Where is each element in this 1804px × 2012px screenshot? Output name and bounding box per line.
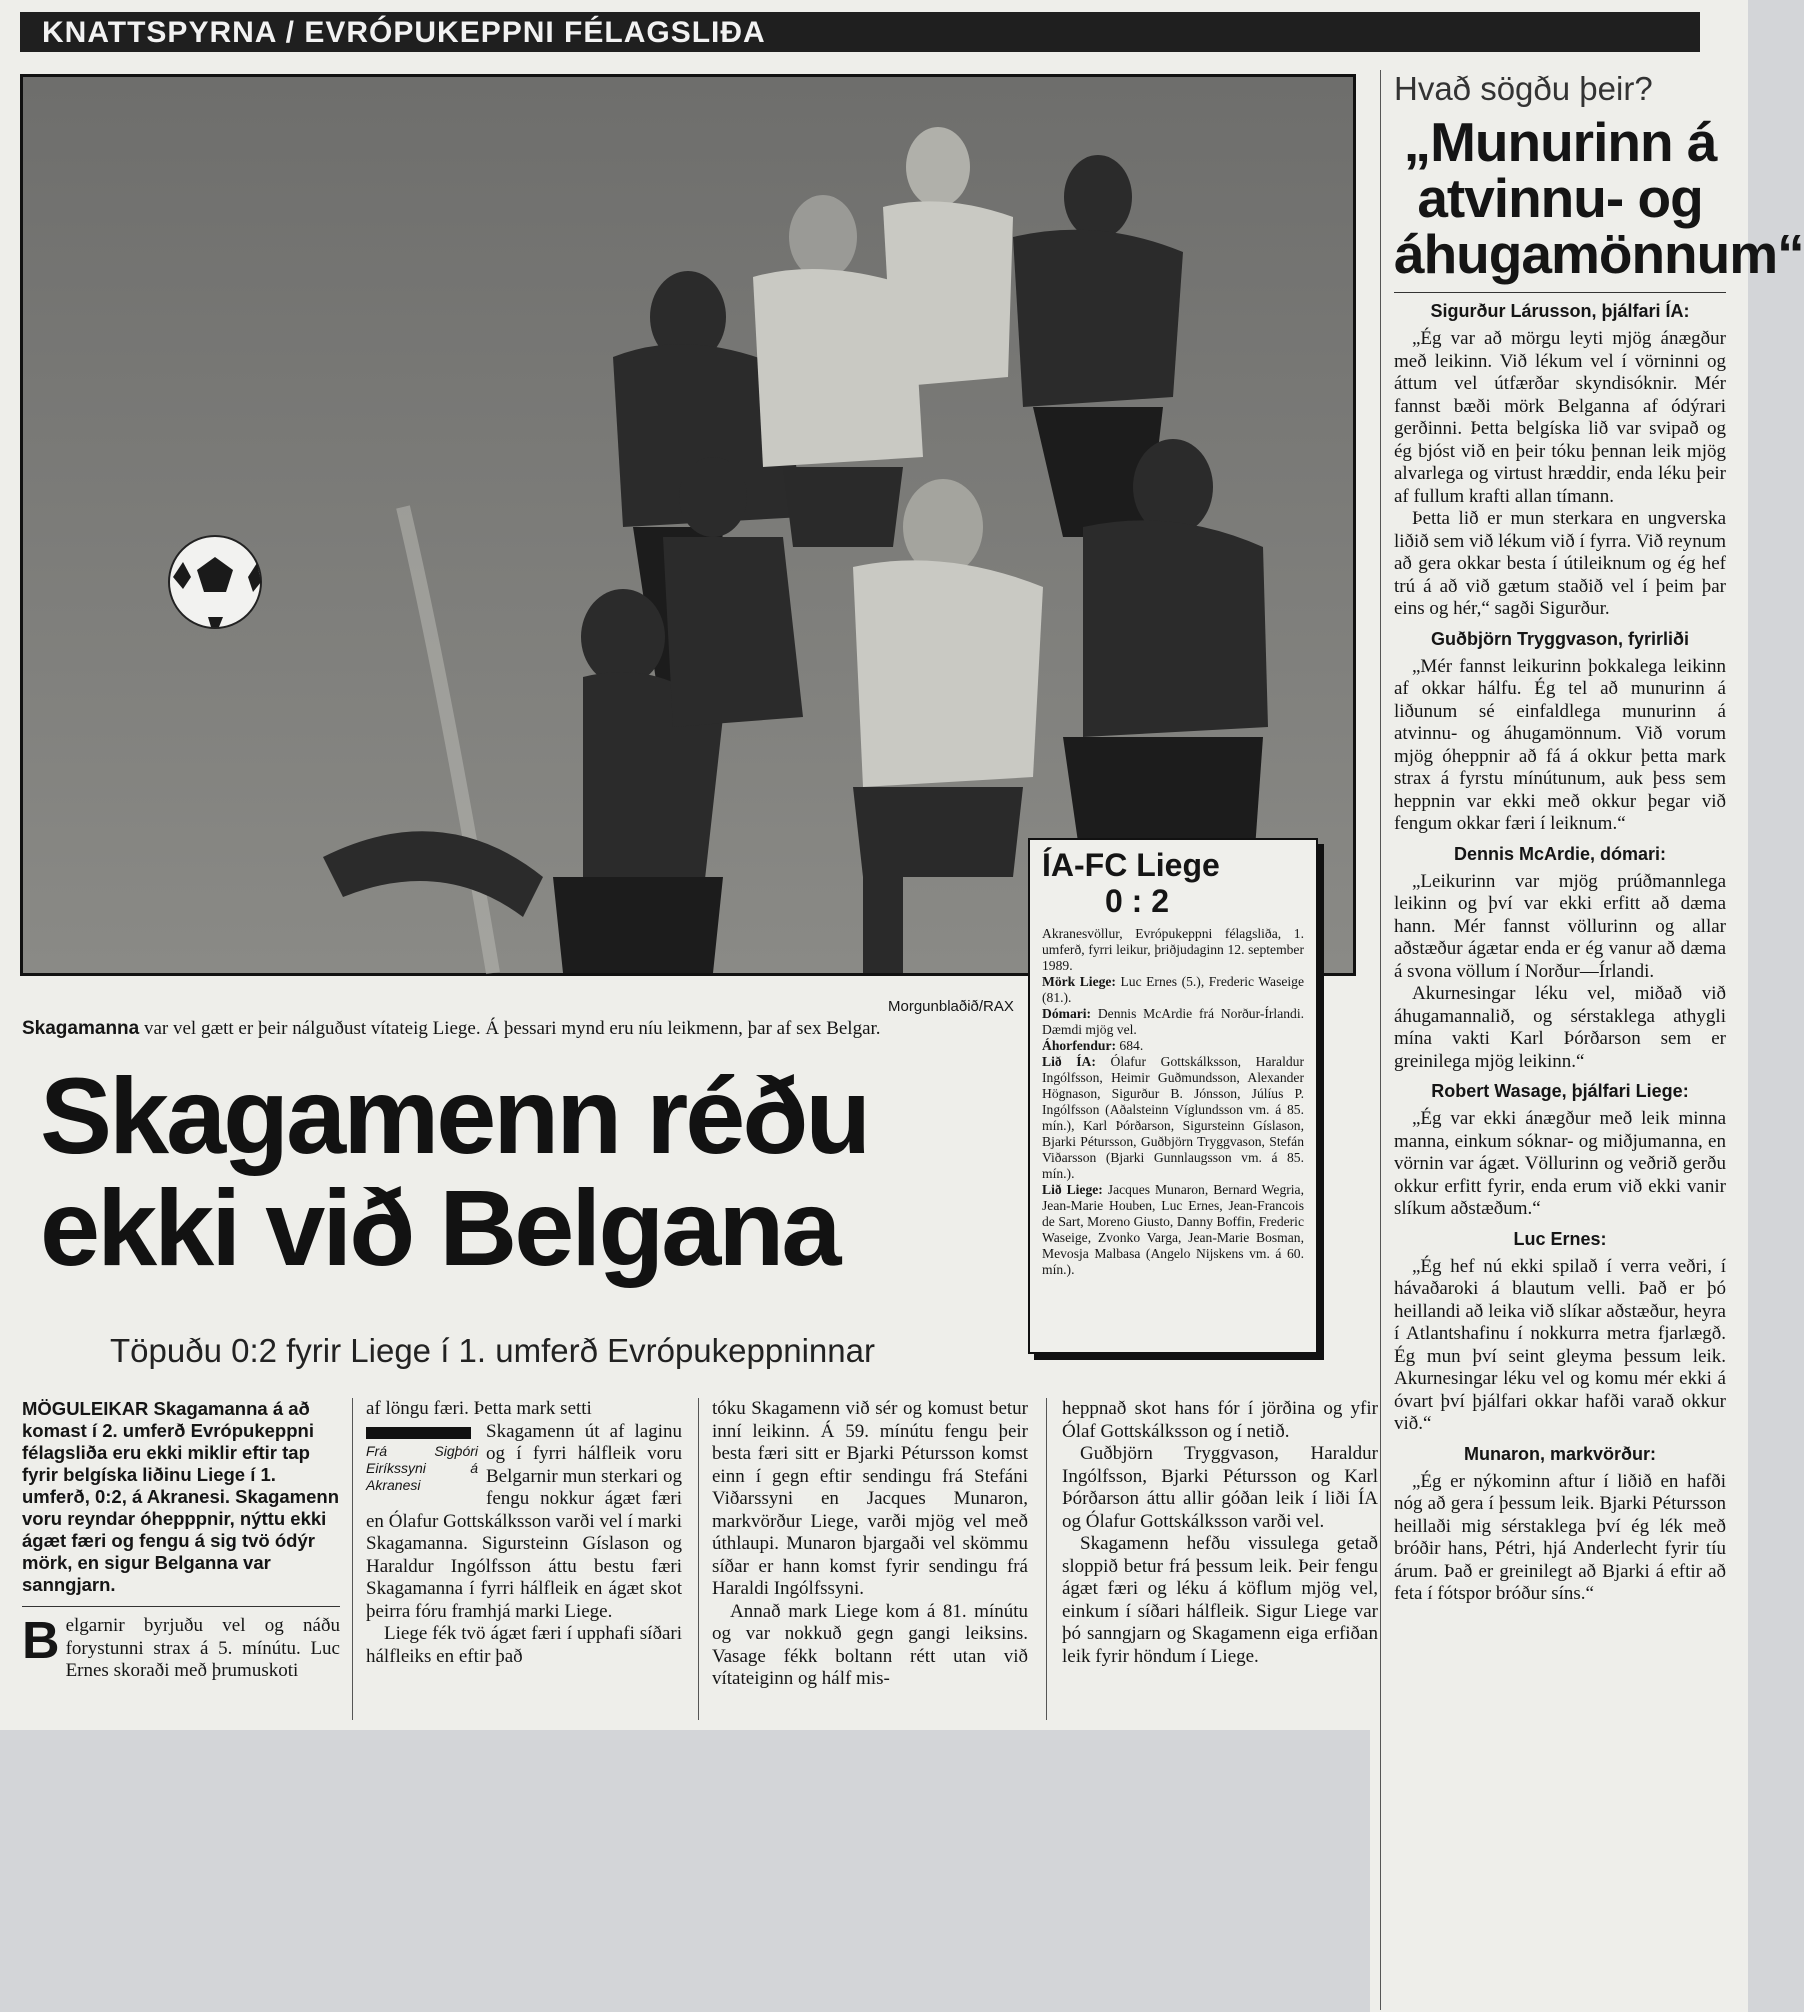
photo-caption-bold: Skagamanna — [22, 1018, 140, 1039]
article-body-3b: Annað mark Liege kom á 81. mínútu og var nokkuð gegn gangi leiksins. Vasage fékk boltann rétt utan við vítateiginn og hálf mis- — [712, 1600, 1028, 1689]
quote-text — [1394, 1256, 1726, 1436]
headline-line-2: ekki við Belgana — [40, 1167, 839, 1288]
quote-speaker: Munaron, markvörður: — [1463, 1443, 1657, 1464]
sidebar-divider — [1394, 292, 1726, 293]
sidebar-headline: „Munurinn á atvinnu- og áhugamönnum“ — [1394, 111, 1804, 285]
ia-lineup: Ólafur Gottskálksson, Haraldur Ingólfsson, Heimir Guðmundsson, Alexander Högnason, Sigurður B. Jónsson, Júlíus P. Ingólfsson (Aðalsteinn Víglundsson vm. á 85. mín.), Karl Þórðarson, Sigursteinn Gíslason, Bjarki Pétursson, Guðbjörn Tryggvason, Stefán Viðarsson (Bjarki Gunnlaugsson vm. á 85. mín.). — [1042, 1054, 1304, 1181]
attendance-label: Áhorfendur: — [1042, 1038, 1117, 1053]
goals: Luc Ernes (5.), Frederic Waseige (81.). — [1042, 974, 1304, 1005]
byline-block — [366, 1421, 478, 1494]
match-title: ÍA-FC Liege — [1042, 847, 1220, 883]
article-body-2b: Skagamenn út af laginu og í fyrri hálfleik voru Belgarnir mun sterkari og fengu nokkur ágæt færi en Ólafur Gottskálksson varði vel í marki Skagamanna. Sigursteinn Gíslason og Haraldur Ingólfsson áttu bestu færi Skagamanna í fyrri hálfleik en ágæt skot þeirra fóru framhjá marki Liege. — [366, 1420, 682, 1622]
lead-divider — [22, 1606, 340, 1607]
quote-speaker: Sigurður Lárusson, þjálfari ÍA: — [1430, 301, 1690, 321]
byline-bar — [366, 1427, 471, 1439]
quote-text — [1394, 1108, 1726, 1221]
quote-paragraph: „Ég hef nú ekki spilað í verra veðri, í hávaðaroki á blautum velli. Það er þó heillandi að leika við slíkar aðstæður, heyra í Atlantshafinu í nokkurra metra fjarlægð. Ég mun því seint gleyma þessum leik. Akurnesingar léku vel og komu mér ekki á óvart því þjálfari okkar hafði varað okkur við.“ — [1394, 1255, 1726, 1434]
article-body-4b: Guðbjörn Tryggvason, Haraldur Ingólfsson, Bjarki Pétursson og Karl Þórðarson áttu allir góðan leik í liði ÍA og Ólafur Gottskálksson varði vel. — [1062, 1443, 1378, 1532]
section-title: KNATTSPYRNA / EVRÓPUKEPPNI FÉLAGSLIÐA — [42, 16, 766, 49]
quotes-sidebar — [1394, 70, 1804, 1606]
drop-cap: B — [22, 1612, 60, 1670]
quote-speaker: Luc Ernes: — [1513, 1228, 1607, 1249]
match-facts-box — [1028, 838, 1318, 1354]
column-rule — [1046, 1398, 1047, 1720]
quote-paragraph: Þetta lið er mun sterkara en ungverska liðið sem við lékum við í fyrra. Við reynum að gera okkar besta í útileiknum og ég hef trú á að við gætum staðið vel í þeim þar eins og hér,“ sagði Sigurður. — [1394, 508, 1726, 619]
quote-text — [1394, 1471, 1726, 1606]
article-body-1: elgarnir byrjuðu vel og náðu forystunni strax á 5. mínútu. Luc Ernes skoraði með þrumuskoti — [65, 1615, 340, 1681]
ia-lineup-label: Lið ÍA: — [1042, 1054, 1096, 1069]
article-column-4 — [1062, 1398, 1378, 1668]
photo-caption-text: var vel gætt er þeir nálguðust vítateig Liege. Á þessari mynd eru níu leikmenn, þar af sex Belgar. — [143, 1018, 881, 1039]
photo-credit: Morgunblaðið/RAX — [888, 998, 1014, 1015]
quote-paragraph: „Ég var að mörgu leyti mjög ánægður með leikinn. Við lékum vel í vörninni og áttum vel útfærðar skyndisóknir. Mér fannst bæði mörk Belganna af ódýrari gerðinni. Þetta belgíska lið var svipað og ég bjóst við en þeir tóku þennan leik mjög alvarlega og virtust hræddir, enda léku þeir af fullum krafti allan tímann. — [1394, 328, 1726, 507]
byline: Frá Sigþóri Eiríkssyni á Akranesi — [366, 1442, 478, 1493]
sidebar-kicker: Hvað sögðu þeir? — [1394, 70, 1653, 107]
article-column-3 — [712, 1398, 1028, 1691]
liege-lineup: Jacques Munaron, Bernard Wegria, Jean-Marie Houben, Luc Ernes, Jean-Francois de Sart, Moreno Giusto, Danny Boffin, Frederic Waseige, Zvonko Varga, Jean-Marie Bosman, Mevosja Malbasa (Angelo Nijskens vm. á 60. mín.). — [1042, 1182, 1304, 1277]
column-rule — [698, 1398, 699, 1720]
referee: Dennis McArdie frá Norður-Írlandi. Dæmdi mjög vel. — [1042, 1006, 1304, 1037]
quote-paragraph: „Ég er nýkominn aftur í liðið en hafði nóg að gera í þessum leik. Bjarki Pétursson heillaði mig sérstaklega því ég lék með bróðir hans, Pétri, hjá Anderlecht fyrir tíu árum. Það er greinilegt að Bjarki á eftir að feta í fótspor bróður síns.“ — [1394, 1470, 1726, 1604]
quote-paragraph: „Mér fannst leikurinn þokkalega leikinn af okkar hálfu. Ég tel að munurinn á liðunum sé einfaldlega munurinn á atvinnu- og áhugamönnum. Við vorum mjög óheppnir að fá á okkur þetta mark strax á fyrstu mínútunum, auk þess sem heppnin var ekki með okkur þegar við fengum okkar færi í leiknum.“ — [1394, 655, 1726, 834]
subheadline: Töpuðu 0:2 fyrir Liege í 1. umferð Evrópukeppninnar — [110, 1332, 875, 1369]
liege-lineup-label: Lið Liege: — [1042, 1182, 1103, 1197]
quote-paragraph: „Ég var ekki ánægður með leik minna manna, einkum sóknar- og miðjumanna, en vörnin var ágæt. Völlurinn og veðrið gerðu okkur erfitt fyrir, enda erum við ekki vanir slíkum aðstæðum.“ — [1394, 1108, 1726, 1219]
goals-label: Mörk Liege: — [1042, 974, 1116, 989]
quote-text — [1394, 871, 1726, 1074]
quote-text — [1394, 656, 1726, 836]
article-column-2 — [366, 1398, 682, 1668]
article-body-4a: heppnað skot hans fór í jörðina og yfir Ólaf Gottskálksson og í netið. — [1062, 1398, 1378, 1442]
article-body-4c: Skagamenn hefðu vissulega getað sloppið betur frá þessum leik. Þeir fengu ágæt færi og léku á köflum mjög vel, einkum í síðari hálfleik. Sigur Liege var þó sanngjarn og Skagamenn eiga erfiðan leik fyrir höndum í Liege. — [1062, 1533, 1378, 1667]
match-facts — [1042, 926, 1304, 1278]
article-lead: MÖGULEIKAR Skagamanna á að komast í 2. umferð Evrópukeppni félagsliða eru ekki miklir eftir tap fyrir belgíska liðinu Liege í 1. umferð, 0:2, á Akranesi. Skagamenn voru reyndar óhepppnir, nýttu ekki ágæt færi og fengu á sig tvö ódýr mörk, en sigur Belganna var sanngjarn. — [22, 1398, 340, 1595]
section-banner — [20, 12, 1700, 52]
sidebar-rule — [1380, 70, 1381, 2010]
referee-label: Dómari: — [1042, 1006, 1092, 1021]
headline — [40, 1055, 1040, 1288]
match-score: 0 : 2 — [1104, 883, 1170, 919]
article-body-2c: Liege fék tvö ágæt færi í upphafi síðari hálfleiks en eftir það — [366, 1623, 682, 1667]
attendance: 684. — [1119, 1038, 1144, 1053]
quote-speaker: Dennis McArdie, dómari: — [1453, 843, 1667, 864]
quote-speaker: Guðbjörn Tryggvason, fyrirliði — [1430, 628, 1690, 649]
quote-paragraph: „Leikurinn var mjög prúðmannlega leikinn og því var ekki erfitt að dæma hann. Mér fannst völlurinn og allar aðstæður ágætar enda er ég vanur að dæma á svona völlum í Norður—Írlandi. — [1394, 870, 1726, 982]
article-column-1 — [22, 1398, 340, 1683]
article-body-2a: af löngu færi. Þetta mark setti — [366, 1398, 592, 1419]
column-rule — [352, 1398, 353, 1720]
quote-speaker: Robert Wasage, þjálfari Liege: — [1431, 1081, 1689, 1101]
quote-text — [1394, 328, 1726, 621]
headline-line-1: Skagamenn réðu — [40, 1055, 869, 1176]
quote-paragraph: Akurnesingar léku vel, miðað við áhugamannalið, og sérstaklega athygli mína vakti Karl Þórðarson sem er greinilega mjög leikinn.“ — [1394, 983, 1726, 1072]
match-intro: Akranesvöllur, Evrópukeppni félagsliða, 1. umferð, fyrri leikur, þriðjudaginn 12. september 1989. — [1042, 926, 1304, 973]
newspaper-page-extension — [1370, 1720, 1748, 2012]
football — [169, 536, 261, 628]
photo-caption — [22, 1018, 1022, 1040]
article-body-3a: tóku Skagamenn við sér og komust betur inní leikinn. Á 59. mínútu fengu þeir besta færi sitt er Bjarki Pétursson komst einn í gegn eftir sendingu frá Stefáni Viðarssyni en Jacques Munaron, markvörður Liege, varði mjög vel með úthlaupi. Munaron bjargaði vel skömmu síðar er hann komst fyrir sendingu frá Haraldi Ingólfssyni. — [712, 1398, 1028, 1599]
